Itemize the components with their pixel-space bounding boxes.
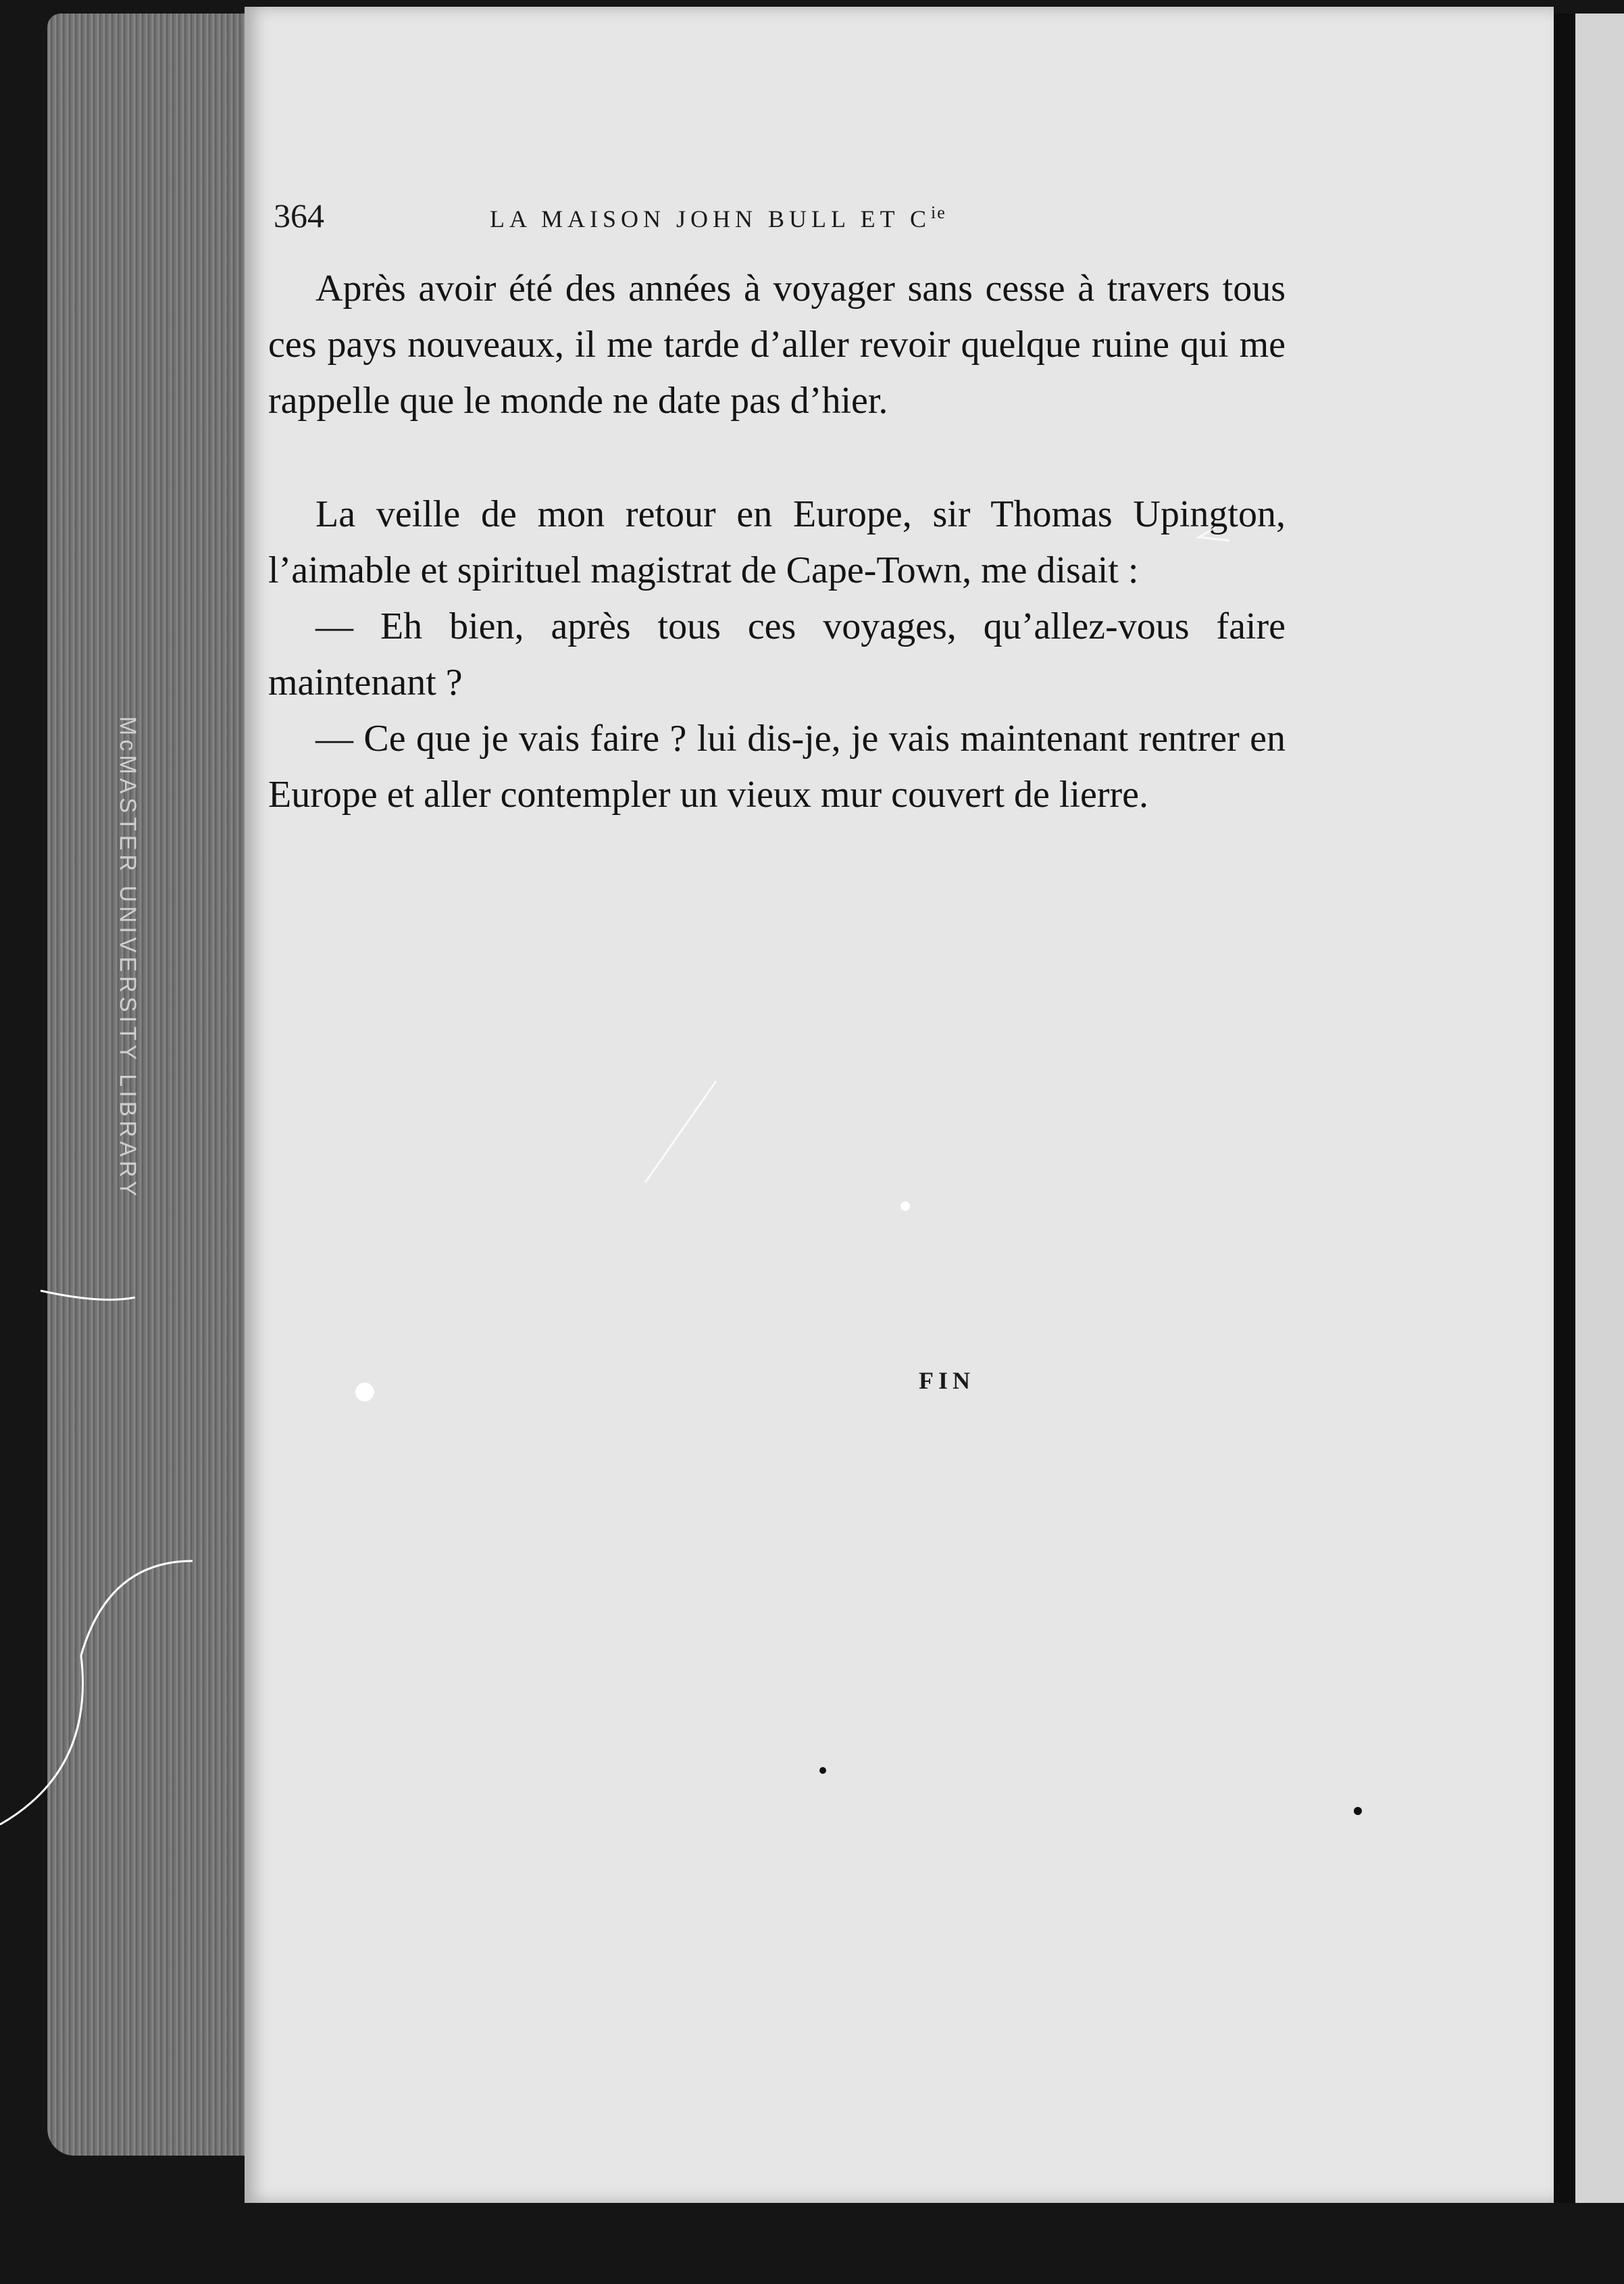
dialogue-line-1: — Eh bien, après tous ces voyages, qu’allez-vous faire maintenant ? <box>268 605 1286 703</box>
paragraph-1: Après avoir été des années à voyager sans cesse à travers tous ces pays nouveaux, il me tarde d’aller revoir quelque ruine qui me rappelle que le monde ne date pas d’hier. <box>268 268 1286 422</box>
library-stamp: McMASTER UNIVERSITY LIBRARY <box>115 716 141 1201</box>
paragraph-2: La veille de mon retour en Europe, sir Thomas Upington, l’aimable et spirituel magistrat de Cape-Town, me disait : <box>268 493 1286 591</box>
page-number: 364 <box>274 197 324 234</box>
running-title-text: LA MAISON JOHN BULL ET C <box>490 205 932 232</box>
running-title-superscript: ie <box>931 203 946 222</box>
end-mark: FIN <box>919 1367 975 1394</box>
dialogue-line-2: — Ce que je vais faire ? lui dis-je, je vais maintenant rentrer en Europe et aller contempler un vieux mur couvert de lierre. <box>268 718 1286 816</box>
